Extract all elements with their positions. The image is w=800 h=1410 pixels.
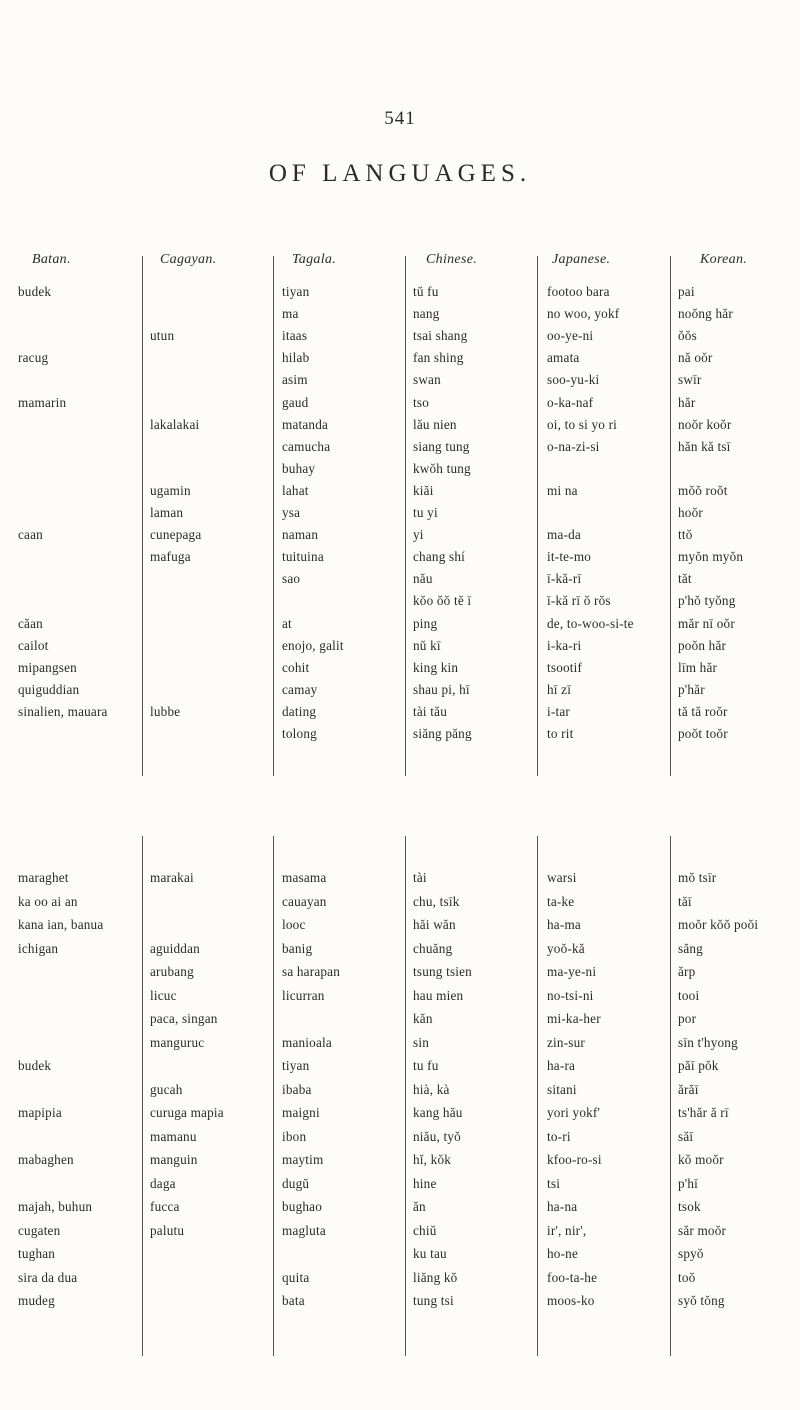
cell-japanese: it-te-mo [547, 549, 592, 565]
cell-tagala: ysa [282, 505, 301, 520]
table-row [0, 284, 800, 305]
cell-japanese: to-ri [547, 1128, 571, 1144]
cell-batan: racug [18, 350, 49, 366]
cell-korean: ărăī [678, 1081, 699, 1097]
cell-cagayan: fucca [150, 1199, 180, 1214]
table-row [0, 1152, 800, 1173]
cell-tagala: magluta [282, 1222, 326, 1238]
cell-chinese: chiŭ [413, 1222, 437, 1238]
page-title: OF LANGUAGES. [268, 160, 532, 187]
cell-japanese: tsi [547, 1175, 561, 1191]
cell-batan: budek [18, 1058, 52, 1073]
cell-japanese: warsi [547, 870, 577, 885]
cell-cagayan: arubang [150, 964, 194, 979]
cell-tagala: maytim [282, 1152, 324, 1167]
cell-cagayan: lakalakai [150, 416, 200, 432]
table-row [0, 638, 800, 659]
cell-tagala: ibaba [282, 1081, 312, 1097]
cell-chinese: siăng păng [413, 726, 472, 741]
table-row [0, 306, 800, 327]
cell-chinese: chang shí [413, 549, 465, 565]
cell-cagayan: palutu [150, 1222, 185, 1238]
cell-tagala: cauayan [282, 893, 327, 909]
cell-chinese: swan [413, 372, 441, 388]
table-row [0, 372, 800, 393]
cell-chinese: tso [413, 394, 429, 410]
cell-chinese: hià, kà [413, 1081, 450, 1097]
cell-japanese: mi na [547, 482, 578, 498]
table-row [0, 1058, 800, 1079]
cell-japanese: tsootif [547, 659, 583, 675]
cell-tagala: quita [282, 1269, 310, 1285]
header-korean: Korean. [700, 252, 748, 267]
table-row [0, 1270, 800, 1291]
cell-korean: noŏr koŏr [678, 416, 732, 432]
cell-korean: poŏt toŏr [678, 726, 728, 741]
cell-tagala: camucha [282, 438, 331, 454]
cell-batan: căan [18, 615, 43, 631]
cell-tagala: naman [282, 527, 319, 543]
cell-tagala: lahat [282, 482, 309, 498]
cell-tagala: matanda [282, 416, 329, 432]
table-row [0, 328, 800, 349]
cell-batan: tughan [18, 1246, 56, 1261]
cell-korean: moŏr kŏŏ poŏi [678, 917, 759, 932]
cell-japanese: kfoo-ro-si [547, 1152, 602, 1167]
cell-tagala: manioala [282, 1034, 332, 1050]
cell-tagala: tiyan [282, 284, 310, 299]
cell-chinese: tung tsi [413, 1293, 454, 1308]
cell-cagayan: laman [150, 505, 184, 520]
cell-cagayan: manguin [150, 1152, 198, 1167]
column-headers [0, 252, 800, 276]
cell-japanese: oi, to si yo ri [547, 416, 618, 432]
cell-chinese: ping [413, 615, 438, 631]
table-row [0, 350, 800, 371]
cell-batan: cailot [18, 637, 49, 653]
cell-tagala: hilab [282, 350, 310, 366]
table-row [0, 988, 800, 1009]
cell-cagayan: mamanu [150, 1128, 197, 1144]
cell-japanese: ī-kă-rī [547, 571, 582, 587]
table-row [0, 1199, 800, 1220]
cell-japanese: ma-ye-ni [547, 964, 597, 979]
header-japanese: Japanese. [552, 252, 611, 267]
table-row [0, 894, 800, 915]
table-row [0, 682, 800, 703]
table-row [0, 395, 800, 416]
table-row [0, 616, 800, 637]
cell-japanese: moos-ko [547, 1293, 595, 1308]
cell-korean: hăr [678, 394, 696, 410]
cell-chinese: hăi wăn [413, 917, 456, 932]
header-chinese: Chinese. [426, 252, 478, 267]
header-batan: Batan. [32, 252, 71, 267]
table-row [0, 1035, 800, 1056]
cell-korean: p'hŏ tyŏng [678, 593, 736, 609]
cell-korean: săī [678, 1128, 694, 1144]
cell-chinese: kwŏh tung [413, 460, 471, 476]
cell-batan: ichigan [18, 940, 59, 956]
cell-chinese: niău, tyŏ [413, 1128, 461, 1144]
cell-chinese: hau mien [413, 987, 464, 1003]
cell-japanese: ho-ne [547, 1246, 579, 1261]
cell-japanese: ha-ma [547, 917, 581, 932]
cell-japanese: ha-na [547, 1199, 578, 1214]
cell-batan: mamarin [18, 394, 67, 410]
table-row [0, 964, 800, 985]
cell-chinese: tài [413, 870, 427, 885]
cell-tagala: camay [282, 681, 318, 697]
cell-japanese: yori yokf' [547, 1105, 601, 1120]
cell-korean: spyŏ [678, 1246, 704, 1261]
cell-batan: sinalien, mauara [18, 703, 108, 719]
cell-batan: sira da dua [18, 1269, 78, 1285]
page-number: 541 [384, 108, 416, 129]
cell-chinese: kang hău [413, 1105, 463, 1120]
table-row [0, 1082, 800, 1103]
cell-japanese: no-tsi-ni [547, 987, 594, 1003]
cell-batan: maraghet [18, 870, 69, 885]
header-cagayan: Cagayan. [160, 252, 217, 267]
cell-chinese: chuăng [413, 940, 453, 956]
table-row [0, 1129, 800, 1150]
cell-cagayan: mafuga [150, 549, 191, 565]
table-row [0, 870, 800, 891]
cell-tagala: maigni [282, 1105, 320, 1120]
cell-tagala: banig [282, 940, 313, 956]
cell-korean: myŏn myŏn [678, 549, 744, 565]
table-row [0, 593, 800, 614]
cell-japanese: ī-kă rī ŏ rŏs [547, 593, 611, 609]
cell-chinese: kiăi [413, 482, 434, 498]
cell-korean: toŏ [678, 1269, 696, 1285]
table-row [0, 483, 800, 504]
cell-korean: mŏŏ roŏt [678, 482, 728, 498]
cell-korean: ts'hăr ă rī [678, 1105, 729, 1120]
cell-chinese: ku tau [413, 1246, 447, 1261]
cell-korean: por [678, 1011, 697, 1026]
cell-korean: săr moŏr [678, 1222, 727, 1238]
cell-tagala: asim [282, 372, 308, 388]
cell-chinese: king kin [413, 659, 459, 675]
cell-cagayan: manguruc [150, 1034, 205, 1050]
cell-japanese: mi-ka-her [547, 1011, 601, 1026]
cell-korean: p'hī [678, 1175, 699, 1191]
cell-korean: līm hăr [678, 659, 718, 675]
cell-batan: ka oo ai an [18, 893, 78, 909]
cell-tagala: sa harapan [282, 964, 341, 979]
cell-korean: hăn kă tsī [678, 438, 731, 454]
cell-tagala: cohit [282, 659, 310, 675]
cell-chinese: tài tău [413, 703, 447, 719]
cell-korean: tooi [678, 987, 700, 1003]
cell-japanese: yoŏ-kă [547, 940, 585, 956]
cell-japanese: footoo bara [547, 284, 610, 299]
cell-tagala: licurran [282, 987, 325, 1003]
cell-batan: cugaten [18, 1222, 61, 1238]
cell-cagayan: utun [150, 328, 175, 344]
cell-japanese: oo-ye-ni [547, 328, 594, 344]
table-row [0, 417, 800, 438]
table-row [0, 571, 800, 592]
cell-cagayan: ugamin [150, 482, 191, 498]
cell-cagayan: licuc [150, 987, 177, 1003]
cell-korean: syŏ tŏng [678, 1293, 725, 1308]
cell-japanese: zin-sur [547, 1034, 586, 1050]
table-row [0, 1105, 800, 1126]
cell-batan: quiguddian [18, 681, 80, 697]
cell-japanese: sitani [547, 1081, 577, 1097]
cell-tagala: at [282, 615, 292, 631]
table-row [0, 1176, 800, 1197]
cell-batan: mabaghen [18, 1152, 74, 1167]
table-row [0, 549, 800, 570]
cell-cagayan: aguiddan [150, 940, 200, 956]
cell-japanese: i-ka-ri [547, 637, 582, 653]
cell-tagala: bata [282, 1293, 305, 1308]
cell-chinese: siang tung [413, 438, 470, 454]
cell-japanese: ha-ra [547, 1058, 576, 1073]
cell-korean: kŏ moŏr [678, 1152, 724, 1167]
cell-batan: caan [18, 527, 43, 543]
cell-japanese: ta-ke [547, 893, 575, 909]
cell-chinese: chu, tsīk [413, 893, 460, 909]
table-row [0, 1223, 800, 1244]
cell-japanese: soo-yu-ki [547, 372, 600, 388]
cell-batan: mapipia [18, 1105, 62, 1120]
cell-chinese: tsai shang [413, 328, 468, 344]
cell-tagala: tiyan [282, 1058, 310, 1073]
cell-batan: kana ian, banua [18, 917, 104, 932]
table-row [0, 461, 800, 482]
cell-chinese: tsung tsien [413, 964, 472, 979]
cell-chinese: tu yi [413, 505, 438, 520]
cell-korean: tă tă roŏr [678, 703, 728, 719]
cell-chinese: yi [413, 527, 424, 543]
table-row [0, 941, 800, 962]
cell-chinese: tŭ fu [413, 284, 439, 299]
cell-tagala: enojo, galit [282, 637, 344, 653]
cell-japanese: o-na-zi-si [547, 438, 600, 454]
table-row [0, 505, 800, 526]
cell-tagala: tolong [282, 726, 317, 741]
cell-chinese: hine [413, 1175, 437, 1191]
cell-tagala: masama [282, 870, 327, 885]
cell-chinese: kăn [413, 1011, 433, 1026]
cell-korean: săng [678, 940, 703, 956]
cell-chinese: liăng kŏ [413, 1269, 458, 1285]
cell-korean: tăī [678, 893, 692, 909]
table-row [0, 726, 800, 747]
cell-batan: budek [18, 284, 52, 299]
cell-cagayan: cunepaga [150, 527, 202, 543]
cell-chinese: nang [413, 306, 440, 322]
cell-chinese: nău [413, 571, 433, 587]
table-row [0, 527, 800, 548]
cell-cagayan: paca, singan [150, 1011, 218, 1026]
cell-chinese: nŭ kī [413, 637, 441, 653]
cell-japanese: amata [547, 350, 580, 366]
cell-korean: swīr [678, 372, 702, 388]
cell-japanese: de, to-woo-si-te [547, 615, 634, 631]
table-row [0, 704, 800, 725]
cell-japanese: no woo, yokf [547, 306, 620, 322]
cell-chinese: kŏo ŏŏ tĕ ī [413, 593, 472, 609]
cell-cagayan: lubbe [150, 703, 181, 719]
table-row [0, 439, 800, 460]
cell-japanese: ir', nir', [547, 1222, 587, 1238]
cell-korean: ărp [678, 964, 696, 979]
cell-chinese: ăn [413, 1199, 426, 1214]
cell-korean: ŏŏs [678, 328, 697, 344]
cell-chinese: hĭ, kŏk [413, 1152, 452, 1167]
table-row [0, 917, 800, 938]
cell-chinese: fan shing [413, 350, 464, 366]
cell-cagayan: curuga mapia [150, 1105, 224, 1120]
cell-batan: mipangsen [18, 659, 77, 675]
cell-tagala: dugŭ [282, 1175, 310, 1191]
cell-chinese: shau pi, hī [413, 681, 470, 697]
cell-japanese: to rit [547, 726, 574, 741]
cell-batan: majah, buhun [18, 1199, 93, 1214]
cell-chinese: sin [413, 1034, 429, 1050]
cell-tagala: itaas [282, 328, 308, 344]
cell-japanese: ma-da [547, 527, 581, 543]
header-tagala: Tagala. [292, 252, 336, 267]
cell-japanese: o-ka-naf [547, 394, 594, 410]
cell-tagala: tuituina [282, 549, 324, 565]
cell-chinese: lău nien [413, 416, 457, 432]
cell-korean: nă oŏr [678, 350, 713, 366]
cell-korean: hoŏr [678, 505, 703, 520]
cell-korean: tsok [678, 1199, 701, 1214]
cell-japanese: foo-ta-he [547, 1269, 598, 1285]
cell-korean: mŏ tsīr [678, 870, 717, 885]
cell-tagala: gaud [282, 394, 309, 410]
cell-korean: păī pŏk [678, 1058, 719, 1073]
cell-korean: măr nī oŏr [678, 615, 735, 631]
cell-tagala: bughao [282, 1199, 323, 1214]
cell-japanese: hī zī [547, 681, 572, 697]
cell-korean: tăt [678, 571, 692, 587]
cell-cagayan: gucah [150, 1081, 183, 1097]
cell-tagala: ma [282, 306, 299, 322]
cell-tagala: looc [282, 917, 306, 932]
table-row [0, 660, 800, 681]
cell-korean: ttŏ [678, 527, 693, 543]
table-row [0, 1011, 800, 1032]
cell-tagala: ibon [282, 1128, 307, 1144]
cell-korean: poŏn hăr [678, 637, 727, 653]
cell-korean: sīn t'hyong [678, 1034, 738, 1050]
cell-chinese: tu fu [413, 1058, 439, 1073]
cell-cagayan: marakai [150, 870, 194, 885]
cell-japanese: i-tar [547, 703, 570, 719]
cell-korean: noŏng hăr [678, 306, 733, 322]
cell-korean: p'hăr [678, 681, 705, 697]
cell-tagala: sao [282, 571, 301, 587]
cell-tagala: dating [282, 703, 317, 719]
table-row [0, 1246, 800, 1267]
cell-batan: mudeg [18, 1293, 55, 1308]
cell-korean: pai [678, 284, 695, 299]
table-row [0, 1293, 800, 1314]
cell-tagala: buhay [282, 460, 316, 476]
cell-cagayan: daga [150, 1175, 176, 1191]
